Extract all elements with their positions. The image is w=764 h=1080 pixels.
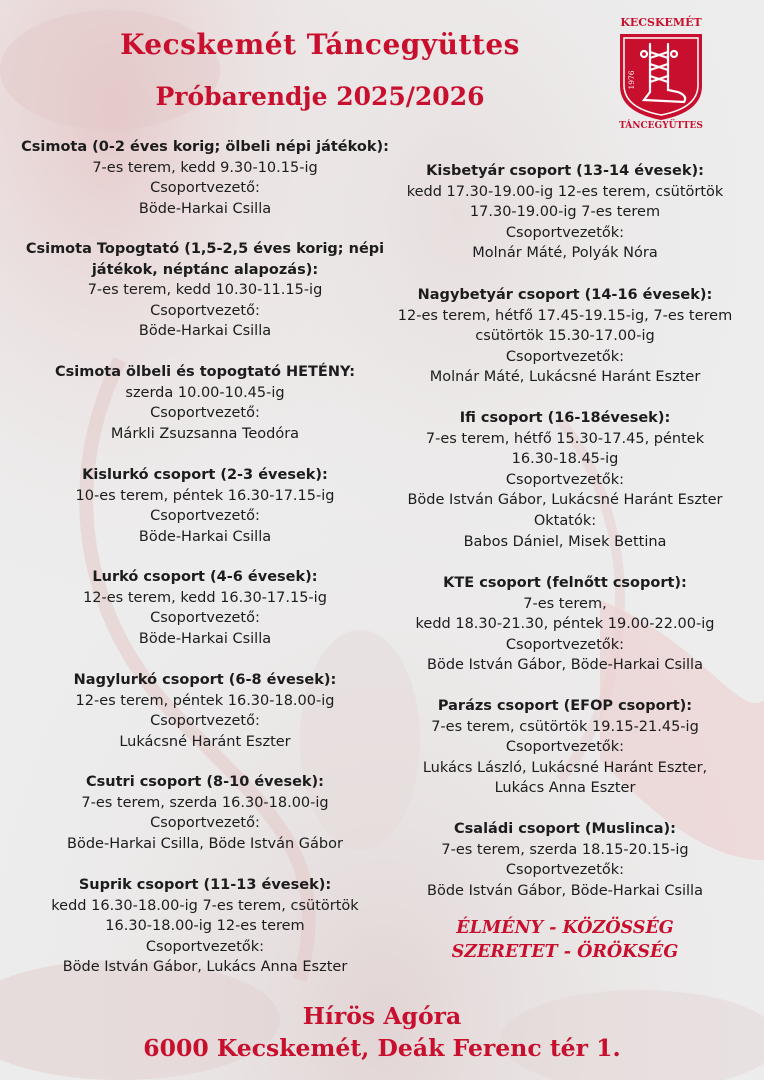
group-line: Csoportvezetők: (505, 224, 625, 241)
group-line: kedd 17.30-19.00-ig 12-es terem, csütörtök (406, 183, 724, 200)
group-line: Böde-Harkai Csilla, Böde István Gábor (67, 835, 343, 852)
group-line: szerda 10.00-10.45-ig (125, 384, 285, 401)
group-line: Csoportvezető: (150, 302, 260, 319)
group-line: Csoportvezető: (150, 508, 260, 525)
venue-footer (0, 1000, 764, 1064)
group-line: Csoportvezetők: (505, 348, 625, 365)
group-title: Parázs csoport (EFOP csoport): (437, 698, 693, 714)
schedule-group (0, 465, 410, 547)
group-line: Böde-Harkai Csilla (138, 323, 272, 340)
page-subtitle: Próbarendje 2025/2026 (155, 82, 485, 111)
group-line: kedd 16.30-18.00-ig 7-es terem, csütörtök (51, 897, 359, 914)
schedule-group (366, 161, 764, 264)
group-line: Lukács Anna Eszter (494, 780, 636, 797)
group-title: Lurkó csoport (4-6 évesek): (92, 569, 318, 585)
group-title: Csimota Topogtató (1,5-2,5 éves korig; népi (25, 241, 385, 257)
group-title: Nagybetyár csoport (14-16 évesek): (417, 287, 713, 303)
logo-bottom-text: TÁNCEGYÜTTES (619, 121, 703, 130)
schedule-group (0, 875, 410, 978)
venue-name: Hírös Agóra (302, 1002, 462, 1030)
page-title: Kecskemét Táncegyüttes (120, 28, 520, 61)
group-line: Böde István Gábor, Lukács Anna Eszter (62, 959, 348, 976)
group-line: Lukács László, Lukácsné Haránt Eszter, (422, 759, 708, 776)
group-line: Csoportvezetők: (505, 471, 625, 488)
group-title: Csimota ölbeli és topogtató HETÉNY: (54, 364, 355, 380)
group-line: Lukácsné Haránt Eszter (119, 733, 291, 750)
group-line: 17.30-19.00-ig 7-es terem (469, 204, 661, 221)
group-line: Csoportvezető: (150, 180, 260, 197)
group-line: Babos Dániel, Misek Bettina (463, 533, 667, 550)
group-line: Csoportvezetők: (505, 636, 625, 653)
group-line: 7-es terem, szerda 16.30-18.00-ig (81, 794, 329, 811)
schedule-group (0, 772, 410, 854)
group-title: Ifi csoport (16-18évesek): (459, 410, 671, 426)
schedule-group (366, 819, 764, 901)
schedule-group (366, 285, 764, 388)
group-line: 16.30-18.45-ig (511, 451, 619, 468)
group-title: Kisbetyár csoport (13-14 évesek): (426, 163, 704, 179)
group-title: Csutri csoport (8-10 évesek): (86, 774, 324, 790)
group-line: Böde-Harkai Csilla (138, 528, 272, 545)
group-line: Böde István Gábor, Böde-Harkai Csilla (427, 882, 703, 899)
schedule-group (0, 362, 410, 444)
group-line: Molnár Máté, Lukácsné Haránt Eszter (429, 369, 701, 386)
group-line: 16.30-18.00-ig 12-es terem (105, 918, 305, 935)
group-title-cont: játékok, néptánc alapozás): (91, 261, 319, 278)
logo-year: 1976 (627, 70, 636, 90)
group-line: Böde István Gábor, Böde-Harkai Csilla (427, 657, 703, 674)
group-title: KTE csoport (felnőtt csoport): (443, 575, 687, 591)
motto-line: SZERETET - ÖRÖKSÉG (451, 942, 679, 962)
group-line: 10-es terem, péntek 16.30-17.15-ig (75, 487, 335, 504)
schedule-group (366, 696, 764, 799)
group-line: Csoportvezetők: (505, 862, 625, 879)
group-line: 7-es terem, kedd 10.30-11.15-ig (87, 282, 323, 299)
group-line: 12-es terem, hétfő 17.45-19.15-ig, 7-es terem (397, 307, 733, 324)
group-line: Csoportvezető: (150, 815, 260, 832)
group-line: 12-es terem, kedd 16.30-17.15-ig (83, 589, 327, 606)
schedule-group (0, 137, 410, 219)
group-title: Suprik csoport (11-13 évesek): (78, 877, 332, 893)
group-line: Böde-Harkai Csilla (138, 630, 272, 647)
group-line: 7-es terem, csütörtök 19.15-21.45-ig (431, 718, 699, 735)
group-line: kedd 18.30-21.30, péntek 19.00-22.00-ig (415, 616, 715, 633)
group-line: Márkli Zsuzsanna Teodóra (110, 425, 300, 442)
group-line: Oktatók: (533, 512, 597, 529)
group-line: Csoportvezető: (150, 610, 260, 627)
group-title: Családi csoport (Muslinca): (454, 821, 676, 837)
group-line: csütörtök 15.30-17.00-ig (475, 328, 655, 345)
schedule-group (0, 239, 410, 342)
group-line: 7-es terem, szerda 18.15-20.15-ig (441, 841, 689, 858)
group-line: Böde István Gábor, Lukácsné Haránt Eszter (407, 492, 723, 509)
group-line: 7-es terem, hétfő 15.30-17.45, péntek (425, 430, 705, 447)
motto-line: ÉLMÉNY - KÖZÖSSÉG (456, 918, 674, 938)
group-line: Csoportvezetők: (145, 938, 265, 955)
venue-address: 6000 Kecskemét, Deák Ferenc tér 1. (143, 1034, 621, 1062)
group-line: 12-es terem, péntek 16.30-18.00-ig (75, 692, 335, 709)
ensemble-logo (606, 10, 716, 130)
group-line: 7-es terem, kedd 9.30-10.15-ig (92, 159, 318, 176)
group-line: Molnár Máté, Polyák Nóra (472, 245, 658, 262)
group-line: Csoportvezetők: (505, 739, 625, 756)
group-line: 7-es terem, (523, 595, 607, 612)
schedule-group (0, 670, 410, 752)
group-line: Csoportvezető: (150, 405, 260, 422)
logo-top-text: KECSKEMÉT (620, 16, 702, 29)
group-line: Böde-Harkai Csilla (138, 200, 272, 217)
group-title: Nagylurkó csoport (6-8 évesek): (73, 672, 337, 688)
group-title: Csimota (0-2 éves korig; ölbeli népi játékok): (21, 139, 389, 155)
schedule-group (366, 408, 764, 552)
schedule-group (366, 573, 764, 676)
schedule-group (0, 567, 410, 649)
group-title: Kislurkó csoport (2-3 évesek): (82, 467, 328, 483)
group-line: Csoportvezető: (150, 713, 260, 730)
motto (380, 916, 750, 964)
